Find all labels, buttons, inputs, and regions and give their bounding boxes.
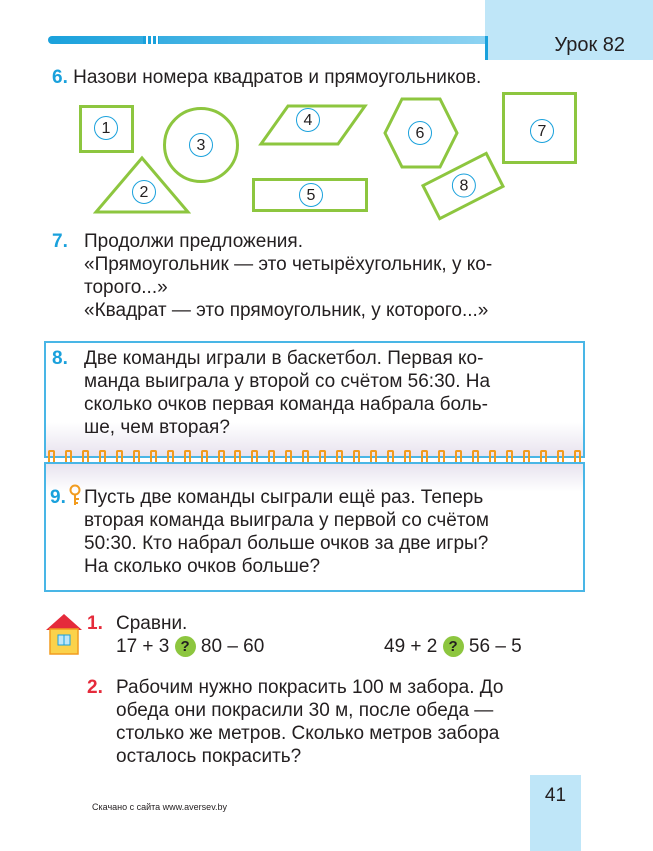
task7-number: 7. xyxy=(52,231,68,252)
header-bar xyxy=(48,36,488,44)
question-mark-icon: ? xyxy=(175,636,196,657)
task6-heading xyxy=(52,66,481,89)
home2-line: Рабочим нужно покрасить 100 м забора. До xyxy=(116,677,504,698)
task9-line: На сколько очков больше? xyxy=(84,556,321,577)
home1-title: Сравни. xyxy=(116,613,188,634)
shape-label: 3 xyxy=(189,133,213,157)
task8-number: 8. xyxy=(52,348,68,369)
home2-line: обеда они покрасили 30 м, после обеда — xyxy=(116,700,494,721)
source-note: Скачано с сайта www.aversev.by xyxy=(92,802,228,812)
page-number: 41 xyxy=(544,785,567,806)
lesson-title: Урок 82 xyxy=(554,34,625,56)
task7-body xyxy=(84,230,580,322)
task8-line: сколько очков первая команда набрала боль- xyxy=(84,394,488,415)
shape-label: 4 xyxy=(296,108,320,132)
shape-label: 7 xyxy=(530,119,554,143)
task9-line: Пусть две команды сыграли ещё раз. Теперь xyxy=(84,487,484,508)
task7-line: торого...» xyxy=(84,277,168,298)
home2-body xyxy=(116,676,582,768)
shape-label: 1 xyxy=(94,116,118,140)
task-number: 6. xyxy=(52,67,68,88)
task9-number: 9. xyxy=(50,487,66,508)
task9-body xyxy=(84,486,580,578)
shape-label: 8 xyxy=(452,174,476,198)
shape-label: 5 xyxy=(299,183,323,207)
task7-line: «Квадрат — это прямоугольник, у которого...» xyxy=(84,300,489,321)
lesson-divider xyxy=(485,36,488,60)
task8-body xyxy=(84,347,580,439)
home2-line: осталось покрасить? xyxy=(116,746,302,767)
home1-compare-left: 17 + 3 ? 80 – 60 xyxy=(116,636,265,657)
rectangle-shape-5 xyxy=(252,178,368,212)
house-icon xyxy=(44,612,84,656)
home1-compare-right: 49 + 2 ? 56 – 5 xyxy=(384,636,522,657)
square-shape-1 xyxy=(79,105,134,153)
task7-line: «Прямоугольник — это четырёхугольник, у ко- xyxy=(84,254,493,275)
task8-line: Две команды играли в баскетбол. Первая ко- xyxy=(84,348,484,369)
task9-line: вторая команда выиграла у первой со счётом xyxy=(84,510,489,531)
task-text: Назови номера квадратов и прямоугольников. xyxy=(73,67,482,88)
shape-label: 2 xyxy=(132,180,156,204)
question-mark-icon: ? xyxy=(443,636,464,657)
square-shape-7 xyxy=(502,92,577,164)
task8-line: ше, чем вторая? xyxy=(84,417,230,438)
home2-line: столько же метров. Сколько метров забора xyxy=(116,723,500,744)
task9-line: 50:30. Кто набрал больше очков за две игры? xyxy=(84,533,489,554)
home1-number: 1. xyxy=(87,613,103,634)
shape-label: 6 xyxy=(408,121,432,145)
key-icon xyxy=(68,484,82,506)
task8-line: манда выиграла у второй со счётом 56:30. На xyxy=(84,371,491,392)
circle-shape-3 xyxy=(163,107,239,183)
home2-number: 2. xyxy=(87,677,103,698)
header-bar-dots xyxy=(143,36,159,44)
task7-line: Продолжи предложения. xyxy=(84,231,303,252)
